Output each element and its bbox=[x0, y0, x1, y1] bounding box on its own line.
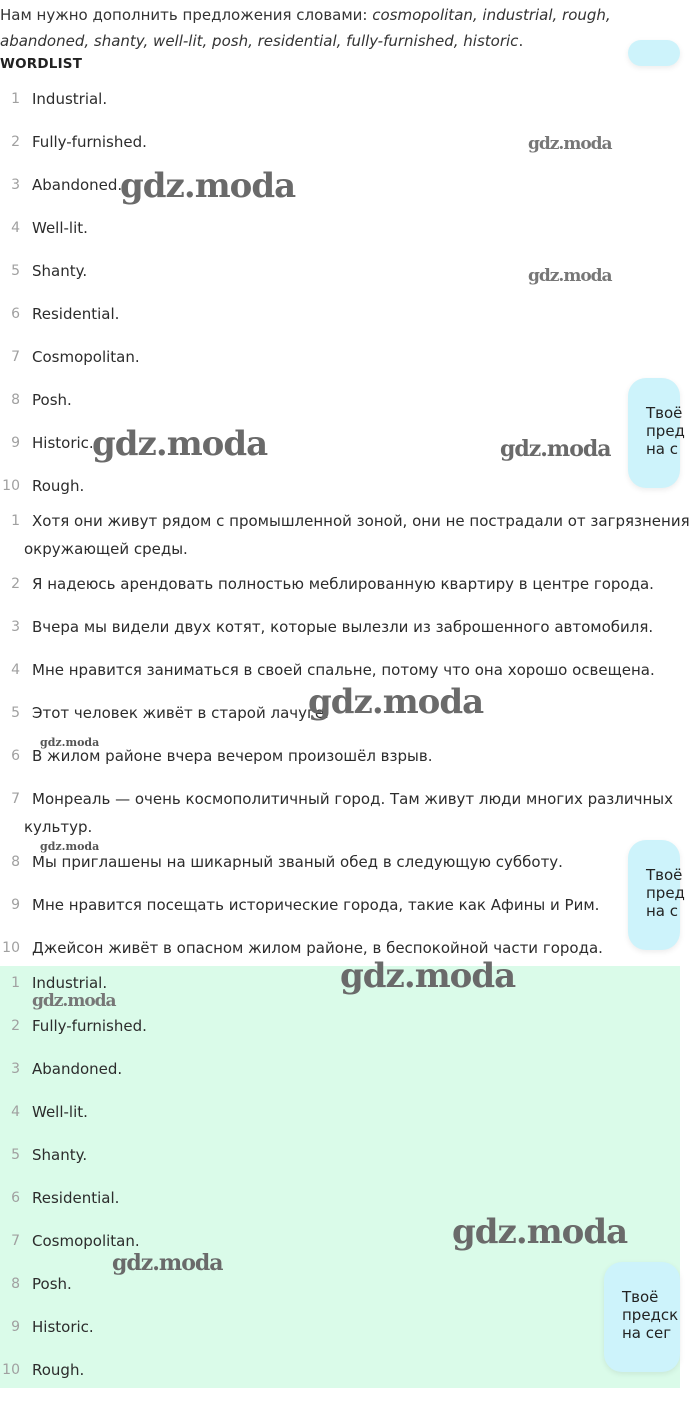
promo-bubble[interactable] bbox=[604, 1262, 680, 1372]
watermark: gdz.moda bbox=[452, 1212, 628, 1252]
watermark: gdz.moda bbox=[112, 1250, 223, 1276]
promo-bubble[interactable] bbox=[628, 40, 680, 66]
intro-words: cosmopolitan, industrial, rough, abandoned, shanty, well-lit, posh, residential, fully-furnished, historic bbox=[0, 6, 611, 50]
promo-bubble-line: предск bbox=[622, 1306, 679, 1324]
promo-bubble-line: на сег bbox=[622, 1324, 672, 1342]
watermark: gdz.moda bbox=[340, 956, 516, 996]
intro-text bbox=[0, 2, 640, 54]
promo-bubble[interactable] bbox=[628, 378, 685, 488]
watermark: gdz.moda bbox=[500, 436, 611, 462]
promo-bubble-line: Твоё bbox=[646, 866, 683, 884]
promo-bubble-line: пред bbox=[646, 422, 685, 440]
watermark: gdz.moda bbox=[40, 840, 100, 853]
watermark: gdz.moda bbox=[40, 736, 100, 749]
promo-bubble[interactable] bbox=[628, 840, 685, 950]
intro-prefix: Нам нужно дополнить предложения словами: bbox=[0, 6, 373, 24]
promo-bubble-line: Твоё bbox=[646, 404, 683, 422]
watermark: gdz.moda bbox=[308, 682, 484, 722]
watermark: gdz.moda bbox=[32, 991, 116, 1011]
intro-suffix: . bbox=[518, 32, 524, 50]
promo-bubble-line: на с bbox=[646, 902, 679, 920]
wordlist-heading: WORDLIST bbox=[0, 56, 83, 72]
watermark: gdz.moda bbox=[120, 166, 296, 206]
watermark: gdz.moda bbox=[528, 266, 612, 286]
watermark: gdz.moda bbox=[528, 134, 612, 154]
watermark: gdz.moda bbox=[92, 424, 268, 464]
promo-bubble-line: Твоё bbox=[622, 1288, 659, 1306]
promo-bubble-line: пред bbox=[646, 884, 685, 902]
promo-bubble-line: на с bbox=[646, 440, 679, 458]
